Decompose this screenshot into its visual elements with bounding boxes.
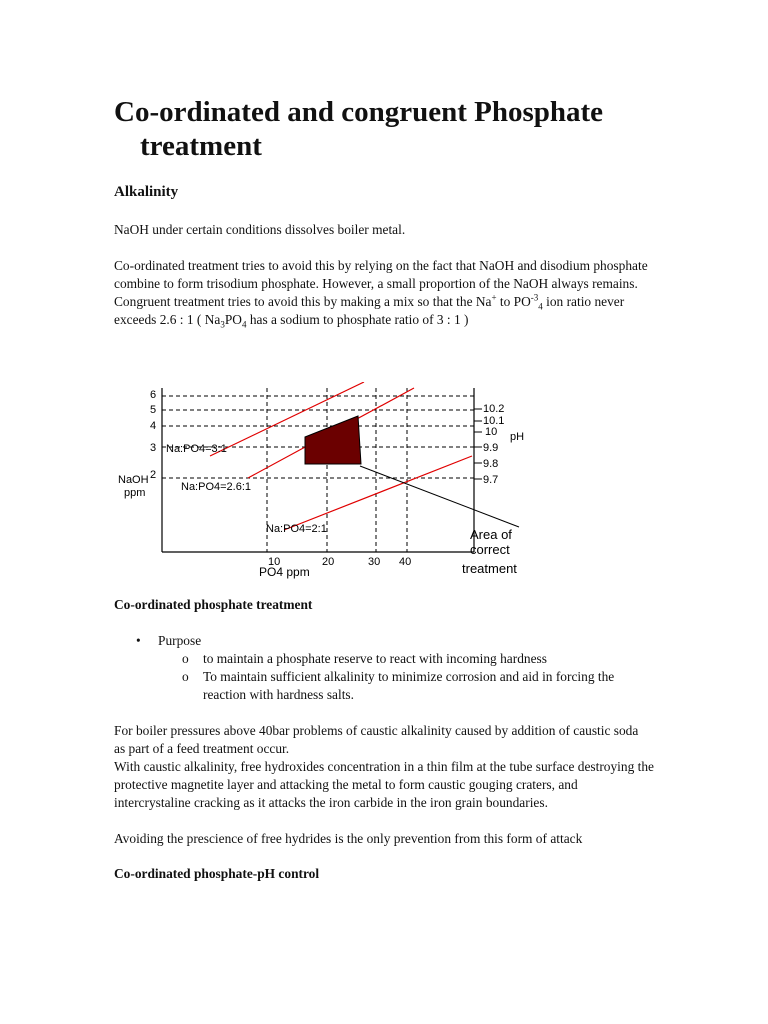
sub-item-2: To maintain sufficient alkalinity to minimize corrosion and aid in forcing the reaction with hardness salts. [203,669,615,702]
heading-alkalinity: Alkalinity [114,184,179,200]
bullet-purpose: Purpose [158,633,202,648]
y-tick-label: 2 [150,469,157,481]
x-tick-label: 20 [322,556,335,568]
superscript: -3 [530,292,539,303]
ratio-line-2-1 [284,456,472,530]
ph-tick-label: 9.8 [483,458,499,470]
x-axis-label: PO4 ppm [259,565,310,579]
ph-axis-label: pH [510,431,525,443]
coordinated-paragraph-1: For boiler pressures above 40bar problems of caustic alkalinity caused by addition of caustic soda as part of a feed treatment occur. [114,723,639,756]
annotation-text [462,527,517,576]
coordinated-paragraph-3: Avoiding the prescience of free hydrides is the only prevention from this form of attack [114,831,583,846]
heading-coordinated-treatment: Co-ordinated phosphate treatment [114,597,313,612]
sub-bullet-symbol: o [182,669,189,684]
text-run: ion ratio never exceeds 2.6 : 1 ( Na [114,294,625,327]
y-tick-label: 3 [150,442,157,454]
ph-tick-label: 9.7 [483,474,499,486]
subscript: 4 [538,301,543,312]
annotation-line: correct [470,542,510,557]
alkalinity-paragraph-1: NaOH under certain conditions dissolves boiler metal. [114,222,406,237]
ph-tick-label: 10.1 [483,415,505,427]
correct-treatment-area [305,416,361,464]
text-run: Co-ordinated treatment tries to avoid this by relying on the fact that NaOH and disodium phosphate combine to form trisodium phosphate. However, a small proportion of the NaOH always remains. Congruent treatment tries to avoid this by making a mix so that the Na [114,258,648,309]
y-tick-label: 5 [150,404,157,416]
phosphate-chart [114,382,534,582]
y-tick-labels [150,389,156,481]
text-run: PO [224,312,242,327]
bullet-symbol: • [136,633,141,648]
purpose-list [114,632,659,712]
y-tick-label: 6 [150,389,157,401]
ph-tick-label: 9.9 [483,442,499,454]
ph-tick-label: 10 [485,426,498,438]
series-labels [166,443,327,535]
title-line-2: treatment [140,130,262,162]
ph-ticks [474,409,482,479]
sub-bullet-symbol: o [182,651,189,666]
text-run: to PO [496,294,531,309]
title-line-1: Co-ordinated and congruent Phosphate [114,96,604,128]
x-tick-label: 10 [268,556,281,568]
series-label: Na:PO4=2:1 [266,523,327,535]
annotation-line: Area of [470,527,512,542]
series-label: Na:PO4=2.6:1 [181,481,252,493]
y-axis-label: NaOH [118,474,149,486]
text-run: has a sodium to phosphate ratio of 3 : 1 ) [246,312,469,327]
y-axis-label-unit: ppm [124,487,146,499]
superscript: + [491,292,497,303]
subscript: 3 [220,319,225,330]
x-tick-label: 40 [399,556,412,568]
alkalinity-paragraph-2 [114,257,659,329]
ph-tick-label: 10.2 [483,403,505,415]
sub-item-1: to maintain a phosphate reserve to react with incoming hardness [203,651,547,666]
heading-ph-control: Co-ordinated phosphate-pH control [114,866,320,881]
annotation-line: treatment [462,561,517,576]
subscript: 4 [241,319,247,330]
page-title [114,95,674,163]
x-tick-label: 30 [368,556,381,568]
coordinated-paragraph-2: With caustic alkalinity, free hydroxides concentration in a thin film at the tube surface destroying the protective magnetite layer and attacking the metal to form caustic gouging craters, and intercrystaline cracking as it attacks the iron carbide in the iron grain boundaries. [114,759,654,810]
y-tick-label: 4 [150,420,157,432]
series-label: Na:PO4=3:1 [166,443,227,455]
ph-tick-labels [483,403,504,486]
